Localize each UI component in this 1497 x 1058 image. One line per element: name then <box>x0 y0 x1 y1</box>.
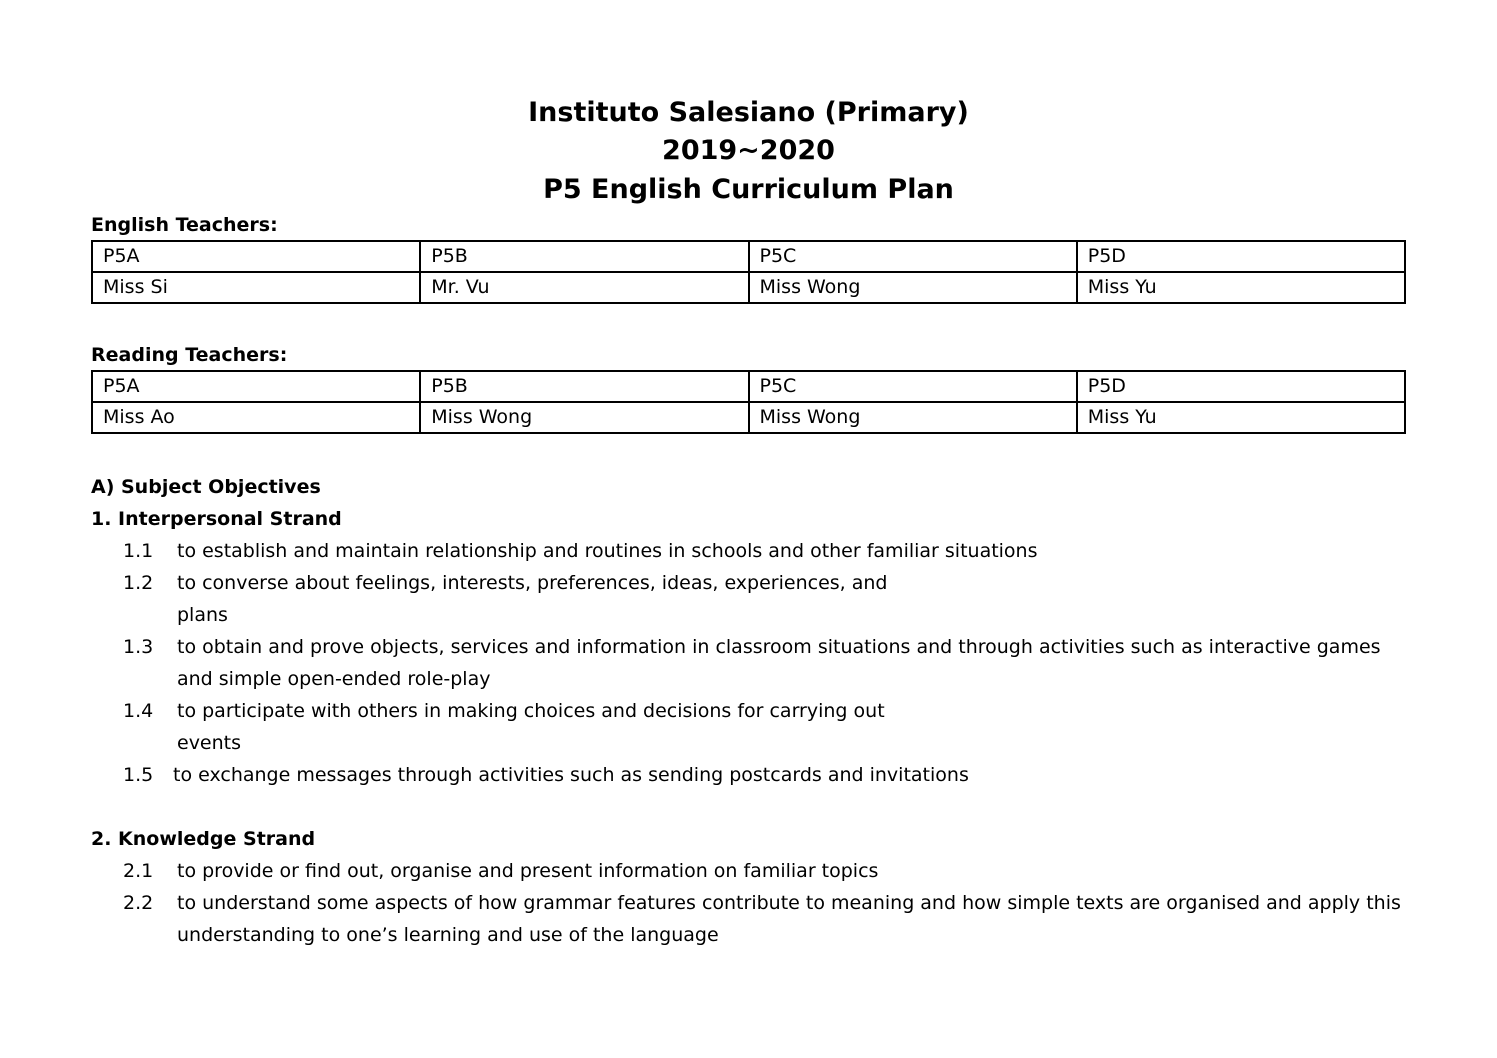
class-cell: P5C <box>749 241 1077 272</box>
english-teachers-label: English Teachers: <box>91 214 278 236</box>
teacher-cell: Miss Wong <box>749 402 1077 433</box>
table-row <box>92 272 1405 303</box>
item-number: 1.2 <box>123 572 154 594</box>
school-year: 2019~2020 <box>662 135 835 166</box>
teacher-cell: Miss Wong <box>420 402 748 433</box>
table-row <box>92 241 1405 272</box>
english-teachers-table <box>91 240 1406 304</box>
strand-heading-interpersonal: 1. Interpersonal Strand <box>91 508 342 530</box>
teacher-cell: Miss Ao <box>92 402 420 433</box>
item-number: 2.1 <box>123 860 154 882</box>
teacher-cell: Mr. Vu <box>420 272 748 303</box>
reading-teachers-table <box>91 370 1406 434</box>
class-cell: P5B <box>420 241 748 272</box>
item-text: to provide or find out, organise and present information on familiar topics <box>177 860 879 882</box>
teacher-cell: Miss Yu <box>1077 402 1405 433</box>
class-cell: P5A <box>92 241 420 272</box>
class-cell: P5B <box>420 371 748 402</box>
item-text: to understand some aspects of how grammar features contribute to meaning and how simple texts are organised and apply this understanding to one’s learning and use of the language <box>177 892 1401 946</box>
class-cell: P5A <box>92 371 420 402</box>
class-cell: P5D <box>1077 371 1405 402</box>
teacher-cell: Miss Yu <box>1077 272 1405 303</box>
item-number: 1.3 <box>123 636 154 658</box>
objectives-heading: A) Subject Objectives <box>91 476 321 498</box>
plan-title: P5 English Curriculum Plan <box>543 174 954 205</box>
class-cell: P5D <box>1077 241 1405 272</box>
class-cell: P5C <box>749 371 1077 402</box>
item-text: to participate with others in making choices and decisions for carrying out events <box>177 700 885 754</box>
school-title: Instituto Salesiano (Primary) <box>528 97 969 128</box>
teacher-cell: Miss Si <box>92 272 420 303</box>
table-row <box>92 402 1405 433</box>
item-number: 1.4 <box>123 700 154 722</box>
item-text: to converse about feelings, interests, preferences, ideas, experiences, and plans <box>177 572 888 626</box>
item-text: to exchange messages through activities such as sending postcards and invitations <box>173 764 969 786</box>
reading-teachers-label: Reading Teachers: <box>91 344 288 366</box>
strand-heading-knowledge: 2. Knowledge Strand <box>91 828 316 850</box>
item-text: to establish and maintain relationship and routines in schools and other familiar situations <box>177 540 1038 562</box>
table-row <box>92 371 1405 402</box>
teacher-cell: Miss Wong <box>749 272 1077 303</box>
item-number: 2.2 <box>123 892 154 914</box>
item-number: 1.1 <box>123 540 154 562</box>
item-number: 1.5 <box>123 764 154 786</box>
item-text: to obtain and prove objects, services and information in classroom situations and through activities such as interactive games and simple open-ended role-play <box>177 636 1381 690</box>
